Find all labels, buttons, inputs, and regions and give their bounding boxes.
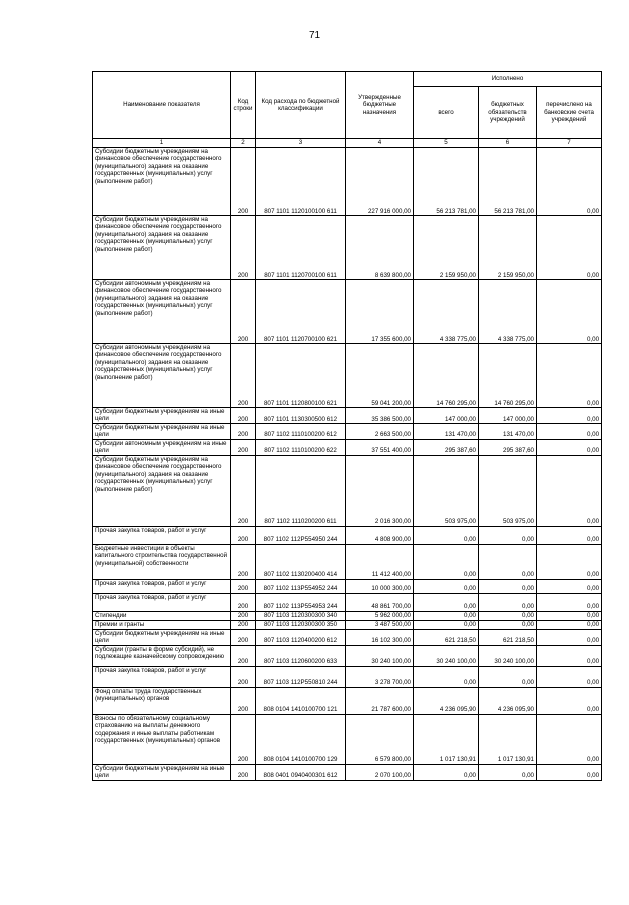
row-total: 4 338 775,00	[414, 280, 479, 344]
row-bank-transfers: 0,00	[537, 629, 602, 645]
row-name: Прочая закупка товаров, работ и услуг	[93, 579, 231, 593]
table-row	[93, 424, 602, 440]
row-approved: 21 787 600,00	[346, 687, 414, 714]
row-expense-code: 807 1103 1120400200 612	[256, 629, 346, 645]
table-row	[93, 439, 602, 455]
row-expense-code: 807 1102 1110100200 612	[256, 424, 346, 440]
table-row	[93, 593, 602, 611]
row-budget-obligations: 503 975,00	[479, 455, 537, 526]
row-name: Стипендии	[93, 611, 231, 620]
row-name: Взносы по обязательному социальному страхованию на выплаты денежного содержания и иные выплаты работникам государственных (муниципальных) органов	[93, 714, 231, 764]
row-budget-obligations: 0,00	[479, 593, 537, 611]
row-total: 131 470,00	[414, 424, 479, 440]
row-line-code: 200	[231, 593, 256, 611]
row-approved: 2 070 100,00	[346, 764, 414, 780]
table-row	[93, 544, 602, 579]
row-expense-code: 808 0104 1410100700 129	[256, 714, 346, 764]
row-approved: 16 102 300,00	[346, 629, 414, 645]
row-approved: 10 000 300,00	[346, 579, 414, 593]
row-line-code: 200	[231, 216, 256, 280]
row-total: 0,00	[414, 764, 479, 780]
table-row	[93, 666, 602, 687]
row-approved: 8 639 800,00	[346, 216, 414, 280]
column-number: 4	[346, 139, 414, 148]
row-expense-code: 807 1103 1120300300 340	[256, 611, 346, 620]
row-approved: 3 278 700,00	[346, 666, 414, 687]
row-total: 503 975,00	[414, 455, 479, 526]
row-approved: 3 487 500,00	[346, 620, 414, 629]
header-expense-code: Код расхода по бюджетной классификации	[256, 72, 346, 139]
row-total: 30 240 100,00	[414, 645, 479, 666]
row-approved: 30 240 100,00	[346, 645, 414, 666]
row-bank-transfers: 0,00	[537, 424, 602, 440]
row-line-code: 200	[231, 439, 256, 455]
row-line-code: 200	[231, 666, 256, 687]
row-name: Субсидии (гранты в форме субсидий), не подлежащие казначейскому сопровождению	[93, 645, 231, 666]
row-bank-transfers: 0,00	[537, 148, 602, 216]
row-bank-transfers: 0,00	[537, 455, 602, 526]
table-body	[93, 148, 602, 781]
row-approved: 4 808 900,00	[346, 526, 414, 544]
row-name: Бюджетные инвестиции в объекты капитального строительства государственной (муниципальной) собственности	[93, 544, 231, 579]
row-approved: 2 663 500,00	[346, 424, 414, 440]
row-line-code: 200	[231, 544, 256, 579]
table-row	[93, 611, 602, 620]
table-row	[93, 280, 602, 344]
header-bank-transfers: перечислено на банковские счета учреждений	[537, 87, 602, 139]
row-name: Субсидии бюджетным учреждениям на финансовое обеспечение государственного (муниципального) задания на оказание государственных (муниципальных) услуг (выполнение работ)	[93, 148, 231, 216]
row-line-code: 200	[231, 629, 256, 645]
header-line-code: Код строки	[231, 72, 256, 139]
row-expense-code: 807 1101 1130300500 612	[256, 408, 346, 424]
row-bank-transfers: 0,00	[537, 611, 602, 620]
row-bank-transfers: 0,00	[537, 579, 602, 593]
row-expense-code: 807 1101 1120100100 611	[256, 148, 346, 216]
row-name: Субсидии бюджетным учреждениям на финансовое обеспечение государственного (муниципального) задания на оказание государственных (муниципальных) услуг (выполнение работ)	[93, 216, 231, 280]
row-bank-transfers: 0,00	[537, 666, 602, 687]
header-executed: Исполнено	[414, 72, 602, 87]
row-budget-obligations: 4 338 775,00	[479, 280, 537, 344]
row-total: 56 213 781,00	[414, 148, 479, 216]
table-row	[93, 344, 602, 408]
row-approved: 11 412 400,00	[346, 544, 414, 579]
row-line-code: 200	[231, 455, 256, 526]
row-budget-obligations: 131 470,00	[479, 424, 537, 440]
row-line-code: 200	[231, 148, 256, 216]
row-line-code: 200	[231, 280, 256, 344]
row-line-code: 200	[231, 620, 256, 629]
row-line-code: 200	[231, 687, 256, 714]
header-budget-obligations: бюджетных обязательств учреждений	[479, 87, 537, 139]
row-total: 147 000,00	[414, 408, 479, 424]
row-name: Субсидии бюджетным учреждениям на иные цели	[93, 408, 231, 424]
row-expense-code: 807 1103 1120600200 633	[256, 645, 346, 666]
row-name: Премии и гранты	[93, 620, 231, 629]
row-budget-obligations: 14 760 295,00	[479, 344, 537, 408]
row-line-code: 200	[231, 408, 256, 424]
table-row	[93, 687, 602, 714]
row-total: 4 236 095,90	[414, 687, 479, 714]
row-bank-transfers: 0,00	[537, 687, 602, 714]
row-expense-code: 807 1101 1120700100 611	[256, 216, 346, 280]
column-number: 3	[256, 139, 346, 148]
page-number: 71	[308, 30, 321, 41]
row-budget-obligations: 56 213 781,00	[479, 148, 537, 216]
row-total: 0,00	[414, 526, 479, 544]
row-name: Субсидии бюджетным учреждениям на иные цели	[93, 629, 231, 645]
row-expense-code: 807 1101 1120800100 621	[256, 344, 346, 408]
row-total: 2 159 950,00	[414, 216, 479, 280]
row-approved: 6 579 800,00	[346, 714, 414, 764]
row-approved: 37 551 400,00	[346, 439, 414, 455]
row-expense-code: 807 1101 1120700100 621	[256, 280, 346, 344]
row-bank-transfers: 0,00	[537, 408, 602, 424]
row-bank-transfers: 0,00	[537, 593, 602, 611]
row-budget-obligations: 0,00	[479, 666, 537, 687]
row-budget-obligations: 0,00	[479, 764, 537, 780]
table-row	[93, 764, 602, 780]
row-expense-code: 807 1103 112P550810 244	[256, 666, 346, 687]
row-approved: 5 962 000,00	[346, 611, 414, 620]
header-row-top	[93, 72, 602, 87]
row-budget-obligations: 30 240 100,00	[479, 645, 537, 666]
table-row	[93, 714, 602, 764]
row-expense-code: 807 1102 113P554952 244	[256, 579, 346, 593]
row-name: Фонд оплаты труда государственных (муниципальных) органов	[93, 687, 231, 714]
row-total: 0,00	[414, 579, 479, 593]
row-bank-transfers: 0,00	[537, 714, 602, 764]
row-bank-transfers: 0,00	[537, 280, 602, 344]
table-row	[93, 216, 602, 280]
row-total: 0,00	[414, 593, 479, 611]
row-approved: 227 916 000,00	[346, 148, 414, 216]
row-approved: 17 355 600,00	[346, 280, 414, 344]
row-total: 0,00	[414, 620, 479, 629]
row-name: Прочая закупка товаров, работ и услуг	[93, 666, 231, 687]
row-total: 1 017 130,91	[414, 714, 479, 764]
row-budget-obligations: 0,00	[479, 544, 537, 579]
row-line-code: 200	[231, 764, 256, 780]
row-line-code: 200	[231, 714, 256, 764]
budget-execution-table	[92, 71, 602, 781]
row-total: 0,00	[414, 666, 479, 687]
table-row	[93, 408, 602, 424]
row-line-code: 200	[231, 579, 256, 593]
column-number: 6	[479, 139, 537, 148]
row-bank-transfers: 0,00	[537, 620, 602, 629]
row-name: Прочая закупка товаров, работ и услуг	[93, 526, 231, 544]
column-number: 2	[231, 139, 256, 148]
table-row	[93, 526, 602, 544]
row-approved: 2 016 300,00	[346, 455, 414, 526]
row-bank-transfers: 0,00	[537, 544, 602, 579]
row-name: Субсидии автономным учреждениям на финансовое обеспечение государственного (муниципального) задания на оказание государственных (муниципальных) услуг (выполнение работ)	[93, 344, 231, 408]
row-approved: 59 041 200,00	[346, 344, 414, 408]
row-expense-code: 808 0104 1410100700 121	[256, 687, 346, 714]
row-expense-code: 808 0401 0940400301 612	[256, 764, 346, 780]
row-name: Субсидии бюджетным учреждениям на финансовое обеспечение государственного (муниципального) задания на оказание государственных (муниципальных) услуг (выполнение работ)	[93, 455, 231, 526]
column-number: 1	[93, 139, 231, 148]
table-row	[93, 629, 602, 645]
row-bank-transfers: 0,00	[537, 764, 602, 780]
table-row	[93, 579, 602, 593]
header-total: всего	[414, 87, 479, 139]
row-expense-code: 807 1102 1130200400 414	[256, 544, 346, 579]
row-budget-obligations: 1 017 130,91	[479, 714, 537, 764]
row-budget-obligations: 621 218,50	[479, 629, 537, 645]
row-total: 0,00	[414, 544, 479, 579]
row-line-code: 200	[231, 424, 256, 440]
table-row	[93, 620, 602, 629]
row-budget-obligations: 0,00	[479, 579, 537, 593]
table-row	[93, 645, 602, 666]
row-line-code: 200	[231, 611, 256, 620]
row-bank-transfers: 0,00	[537, 216, 602, 280]
row-expense-code: 807 1102 112P554950 244	[256, 526, 346, 544]
row-total: 295 387,60	[414, 439, 479, 455]
row-bank-transfers: 0,00	[537, 439, 602, 455]
header-name: Наименование показателя	[93, 72, 231, 139]
row-expense-code: 807 1102 1110200200 611	[256, 455, 346, 526]
row-budget-obligations: 295 387,60	[479, 439, 537, 455]
row-bank-transfers: 0,00	[537, 645, 602, 666]
row-approved: 35 386 500,00	[346, 408, 414, 424]
row-expense-code: 807 1102 113P554953 244	[256, 593, 346, 611]
row-budget-obligations: 0,00	[479, 611, 537, 620]
row-name: Субсидии автономным учреждениям на иные цели	[93, 439, 231, 455]
row-expense-code: 807 1103 1120300300 350	[256, 620, 346, 629]
row-line-code: 200	[231, 344, 256, 408]
column-number-row	[93, 139, 602, 148]
row-approved: 48 861 700,00	[346, 593, 414, 611]
row-name: Прочая закупка товаров, работ и услуг	[93, 593, 231, 611]
row-name: Субсидии бюджетным учреждениям на иные цели	[93, 764, 231, 780]
row-expense-code: 807 1102 1110100200 622	[256, 439, 346, 455]
column-number: 7	[537, 139, 602, 148]
row-budget-obligations: 0,00	[479, 620, 537, 629]
row-line-code: 200	[231, 645, 256, 666]
row-name: Субсидии автономным учреждениям на финансовое обеспечение государственного (муниципального) задания на оказание государственных (муниципальных) услуг (выполнение работ)	[93, 280, 231, 344]
table-row	[93, 455, 602, 526]
row-total: 14 760 295,00	[414, 344, 479, 408]
table-row	[93, 148, 602, 216]
row-total: 0,00	[414, 611, 479, 620]
header-approved: Утвержденные бюджетные назначения	[346, 72, 414, 139]
row-total: 621 218,50	[414, 629, 479, 645]
row-line-code: 200	[231, 526, 256, 544]
row-bank-transfers: 0,00	[537, 344, 602, 408]
row-budget-obligations: 147 000,00	[479, 408, 537, 424]
row-budget-obligations: 0,00	[479, 526, 537, 544]
column-number: 5	[414, 139, 479, 148]
row-name: Субсидии бюджетным учреждениям на иные цели	[93, 424, 231, 440]
row-budget-obligations: 4 236 095,90	[479, 687, 537, 714]
row-bank-transfers: 0,00	[537, 526, 602, 544]
row-budget-obligations: 2 159 950,00	[479, 216, 537, 280]
